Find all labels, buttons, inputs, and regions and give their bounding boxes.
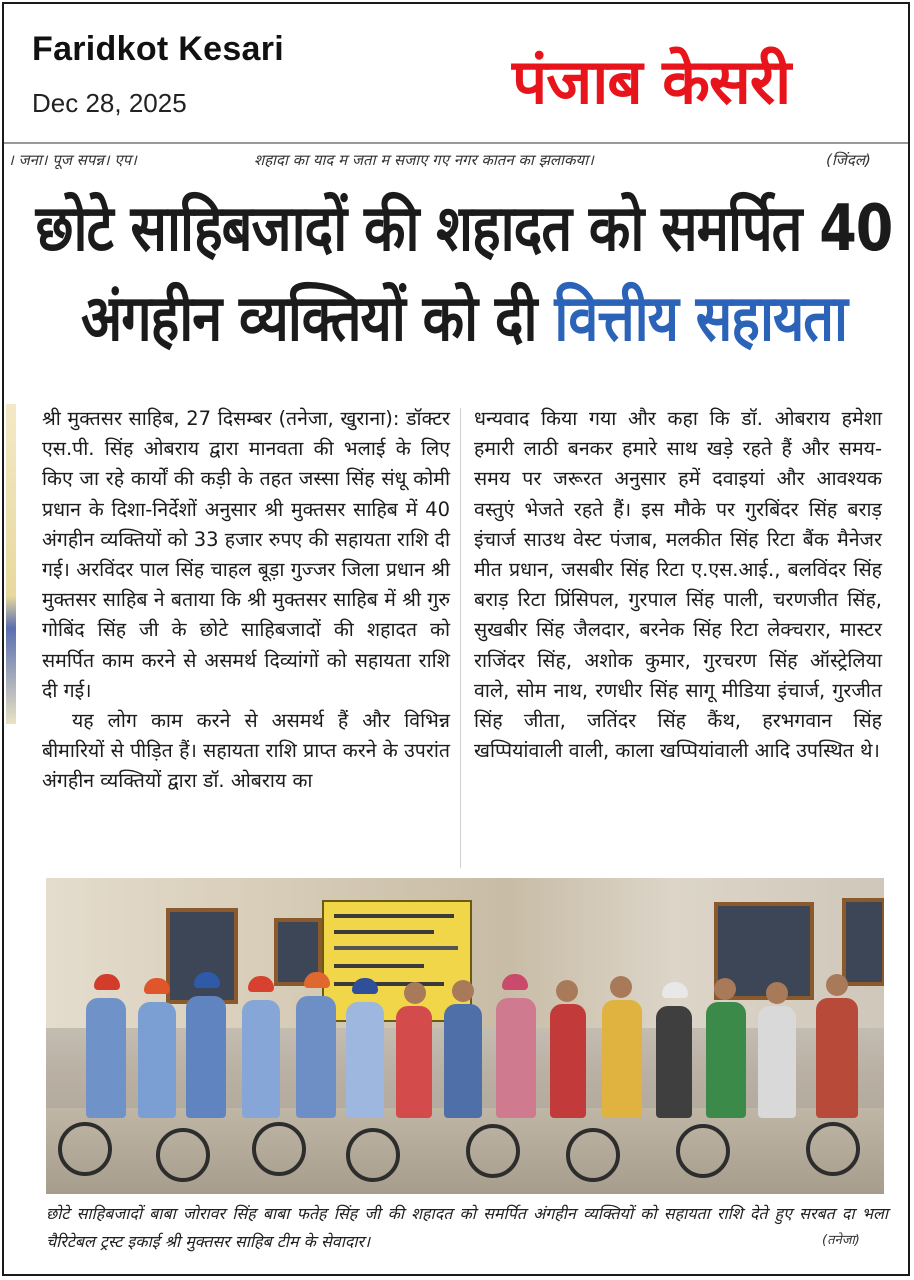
news-clipping-frame [2, 2, 910, 1276]
photo-head [404, 982, 426, 1004]
cut-edge-strip [6, 404, 16, 724]
headline-line-1: छोटे साहिबजादों की शहादत को समर्पित 40 [35, 191, 893, 266]
cut-text-credit: (जिंदल) [826, 151, 871, 169]
photo-turban [352, 978, 378, 994]
article-column-left [42, 404, 450, 797]
headline-line-2 [34, 266, 894, 372]
photo-banner [322, 900, 472, 1022]
left-paragraph-1: श्री मुक्तसर साहिब, 27 दिसम्बर (तनेजा, खुराना): डॉक्टर एस.पी. सिंह ओबराय द्वारा मानवता की भलाई के लिए किए जा रहे कार्यों की कड़ी के तहत जस्सा सिंह संधू कोमी प्रधान के दिशा-निर्देशों अनुसार श्री मुक्तसर साहिब में 40 अंगहीन व्यक्तियों को 33 हजार रुपए की सहायता राशि दी गई। अरविंदर पाल सिंह चाहल बूड़ा गुज्जर जिला प्रधान श्री मुक्तसर साहिब ने बताया कि श्री मुक्तसर साहिब में श्री गुरु गोबिंद सिंह जी के छोटे साहिबजादों की शहादत को समर्पित काम करने से असमर्थ दिव्यांगों को सहायता राशि दी गई। [42, 407, 450, 702]
article-column-right [474, 404, 882, 766]
photo-turban [194, 972, 220, 988]
photo-tricycle-wheel [466, 1124, 520, 1178]
left-paragraph-2: यह लोग काम करने से असमर्थ हैं और विभिन्न बीमारियों से पीड़ित हैं। सहायता राशि प्राप्त करने के उपरांत अंगहीन व्यक्तियों द्वारा डॉ. ओबराय का [42, 709, 450, 793]
photo-turban [304, 972, 330, 988]
photo-person [706, 1002, 746, 1118]
column-divider [460, 408, 461, 868]
article-headline [34, 184, 894, 364]
photo-tricycle-wheel [156, 1128, 210, 1182]
photo-person [444, 1004, 482, 1118]
photo-caption: छोटे साहिबजादों बाबा जोरावर सिंह बाबा फतेह सिंह जी की शहादत को समर्पित अंगहीन व्यक्तियों को सहायता राशि देते हुए सरबत दा भला चैरिटेबल ट्रस्ट इकाई श्री मुक्तसर साहिब टीम के सेवादार। [46, 1204, 888, 1251]
header-divider [4, 142, 908, 144]
photo-person [138, 1002, 176, 1118]
headline-line-2-plain: अंगहीन व्यक्तियों को दी [80, 281, 537, 356]
photo-tricycle-wheel [58, 1122, 112, 1176]
photo-tricycle-wheel [566, 1128, 620, 1182]
photo-head [826, 974, 848, 996]
photo-credit: (तनेजा) [822, 1233, 860, 1248]
photo-head [556, 980, 578, 1002]
photo-person [396, 1006, 432, 1118]
photo-turban [248, 976, 274, 992]
photo-head [766, 982, 788, 1004]
photo-person [242, 1000, 280, 1118]
news-photo [46, 878, 884, 1194]
photo-turban [662, 982, 688, 998]
photo-head [610, 976, 632, 998]
punjab-kesari-logo: पंजाब केसरी [512, 45, 791, 118]
cut-text-left: । जना। पूज सपन्न। एप। [8, 151, 137, 169]
cut-text-middle: शहादा का याद म जता म सजाए गए नगर कातन का झलाकया। [254, 151, 594, 169]
photo-tricycle-wheel [806, 1122, 860, 1176]
photo-head [714, 978, 736, 1000]
clipping-header [4, 4, 908, 142]
photo-person [296, 996, 336, 1118]
photo-window [166, 908, 238, 1004]
photo-person [816, 998, 858, 1118]
photo-head [452, 980, 474, 1002]
photo-person [758, 1006, 796, 1118]
photo-person [656, 1006, 692, 1118]
photo-person [496, 998, 536, 1118]
photo-person [86, 998, 126, 1118]
photo-person [602, 1000, 642, 1118]
publication-name: Faridkot Kesari [32, 30, 285, 68]
photo-turban [94, 974, 120, 990]
photo-person [186, 996, 226, 1118]
headline-line-2-accent: वित्तीय सहायता [554, 281, 848, 356]
photo-tricycle-wheel [252, 1122, 306, 1176]
photo-window [842, 898, 884, 986]
photo-tricycle-wheel [346, 1128, 400, 1182]
right-paragraph-1: धन्यवाद किया गया और कहा कि डॉ. ओबराय हमेशा हमारी लाठी बनकर हमारे साथ खड़े रहते हैं और समय-समय पर जरूरत अनुसार हमें दवाइयां और आवश्यक वस्तुएं भेजते रहते हैं। इस मौके पर गुरबिंदर सिंह बराड़ इंचार्ज साउथ वेस्ट पंजाब, मलकीत सिंह रिटा बैंक मैनेजर मीत प्रधान, जसबीर सिंह रिटा ए.एस.आई., बलविंदर सिंह बराड़ रिटा प्रिंसिपल, गुरपाल सिंह पाली, चरणजीत सिंह, सुखबीर सिंह जैलदार, बरनेक सिंह रिटा लेक्चरार, मास्टर राजिंदर सिंह, अशोक कुमार, गुरचरण सिंह ऑस्ट्रेलिया वाले, सोम नाथ, रणधीर सिंह सागू मीडिया इंचार्ज, गुरजीत सिंह जीता, जतिंदर सिंह कैंथ, हरभगवान सिंह खप्पियांवाली वाली, काला खप्पियांवाली आदि उपस्थित थे। [474, 407, 882, 763]
photo-person [346, 1002, 384, 1118]
cut-off-previous-article [4, 146, 908, 172]
photo-turban [144, 978, 170, 994]
photo-person [550, 1004, 586, 1118]
photo-tricycle-wheel [676, 1124, 730, 1178]
publication-date: Dec 28, 2025 [32, 88, 187, 118]
photo-turban [502, 974, 528, 990]
